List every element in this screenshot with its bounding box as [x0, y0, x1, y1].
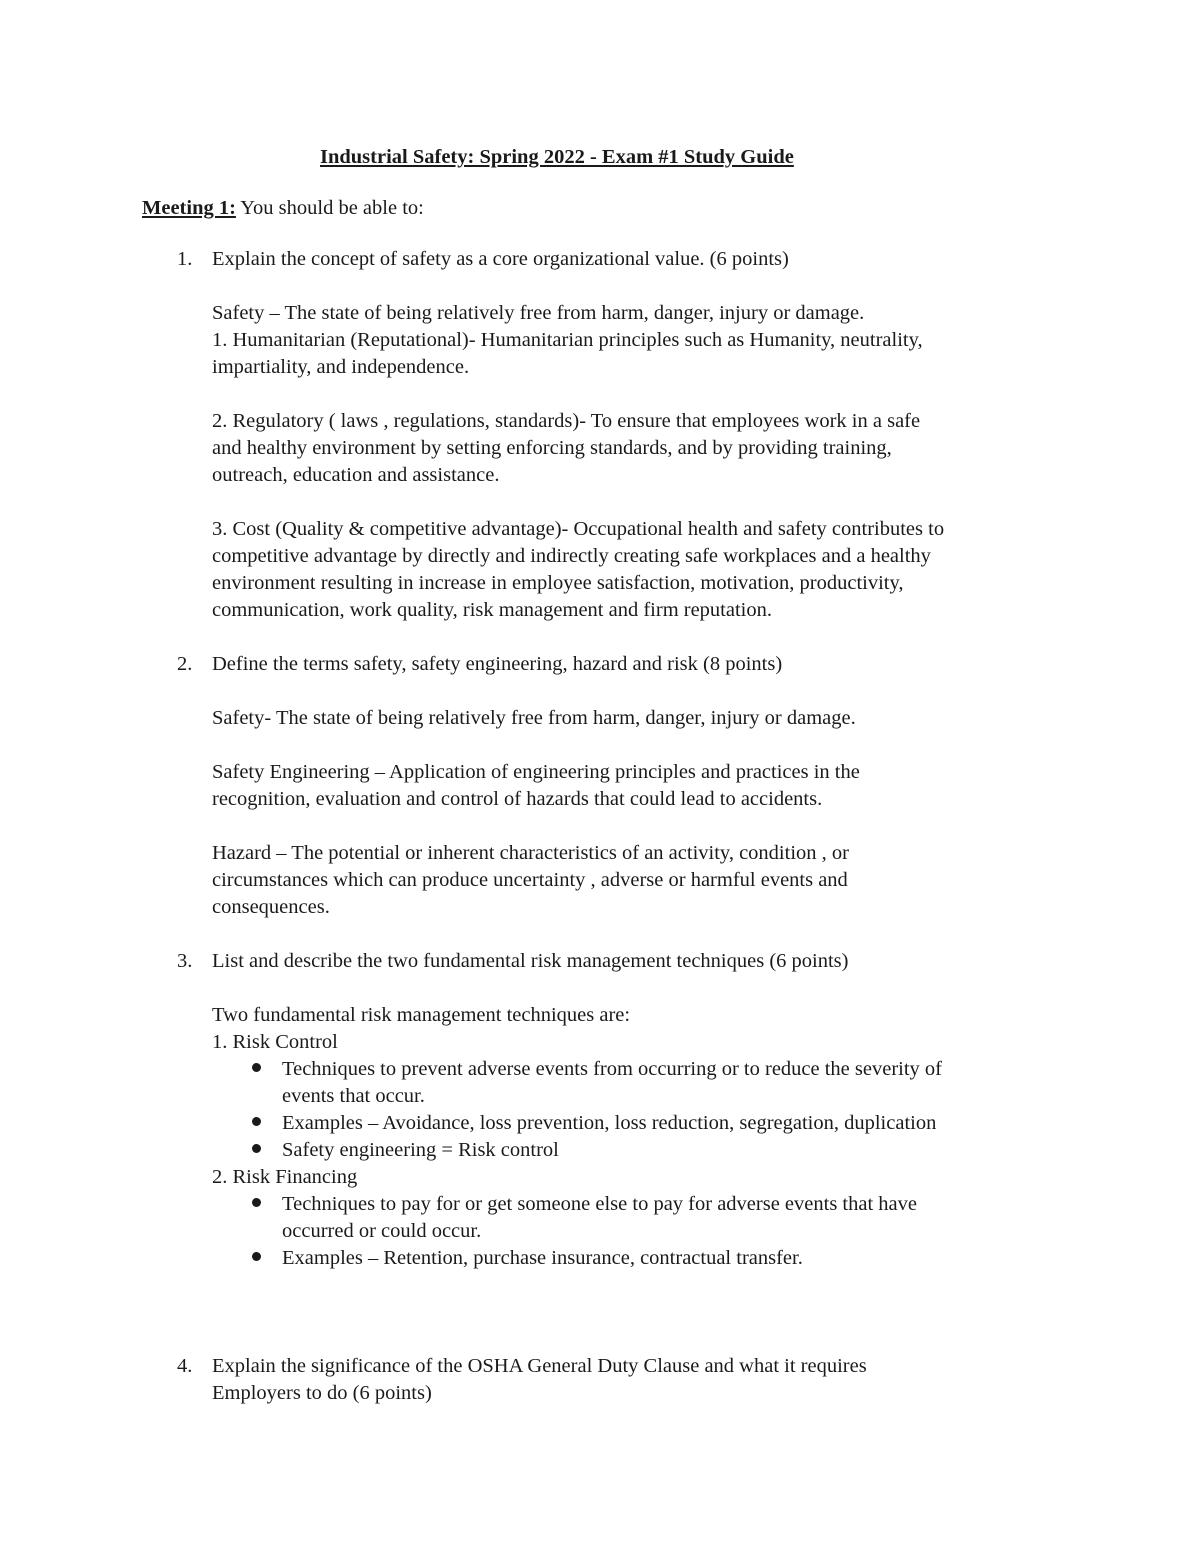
bullet-icon — [252, 1063, 261, 1072]
question-4-number: 4. — [177, 1355, 193, 1377]
q1-point-1-line-1: 1. Humanitarian (Reputational)- Humanitarian principles such as Humanity, neutrality, — [212, 329, 923, 351]
q1-point-3-line-1: 3. Cost (Quality & competitive advantage)- Occupational health and safety contributes to — [212, 518, 945, 540]
q2-hazard-line-1: Hazard – The potential or inherent characteristics of an activity, condition , or — [212, 842, 849, 864]
q3-rf-bullet-1-line-1: Techniques to pay for or get someone else to pay for adverse events that have — [282, 1193, 917, 1215]
meeting-intro: You should be able to: — [235, 197, 424, 219]
bullet-icon — [252, 1252, 261, 1261]
q3-rc-bullet-2: Examples – Avoidance, loss prevention, loss reduction, segregation, duplication — [282, 1112, 937, 1134]
bullet-icon — [252, 1198, 261, 1207]
question-4-prompt-line-1: Explain the significance of the OSHA General Duty Clause and what it requires — [212, 1355, 867, 1377]
q3-rc-bullet-1-line-1: Techniques to prevent adverse events from occurring or to reduce the severity of — [282, 1058, 943, 1080]
q3-rc-bullet-1-line-2: events that occur. — [282, 1085, 425, 1107]
q2-hazard-line-2: circumstances which can produce uncertainty , adverse or harmful events and — [212, 869, 848, 891]
q3-rf-bullet-2: Examples – Retention, purchase insurance, contractual transfer. — [282, 1247, 803, 1269]
meeting-label: Meeting 1: — [142, 197, 236, 219]
question-3-prompt: List and describe the two fundamental risk management techniques (6 points) — [212, 950, 849, 972]
question-3-number: 3. — [177, 950, 193, 972]
q2-safety-engineering-line-2: recognition, evaluation and control of hazards that could lead to accidents. — [212, 788, 823, 810]
q1-safety-definition: Safety – The state of being relatively free from harm, danger, injury or damage. — [212, 302, 865, 324]
q2-hazard-line-3: consequences. — [212, 896, 330, 918]
q3-rc-bullet-3: Safety engineering = Risk control — [282, 1139, 559, 1161]
q3-rf-bullet-1-line-2: occurred or could occur. — [282, 1220, 482, 1242]
question-1-prompt: Explain the concept of safety as a core organizational value. (6 points) — [212, 248, 789, 270]
q1-point-1-line-2: impartiality, and independence. — [212, 356, 470, 378]
q2-safety-definition: Safety- The state of being relatively free from harm, danger, injury or damage. — [212, 707, 856, 729]
q1-point-3-line-4: communication, work quality, risk management and firm reputation. — [212, 599, 772, 621]
question-2-number: 2. — [177, 653, 193, 675]
q1-point-2-line-3: outreach, education and assistance. — [212, 464, 500, 486]
question-1-number: 1. — [177, 248, 193, 270]
q1-point-3-line-3: environment resulting in increase in employee satisfaction, motivation, productivity, — [212, 572, 904, 594]
bullet-icon — [252, 1144, 261, 1153]
q1-point-2-line-1: 2. Regulatory ( laws , regulations, standards)- To ensure that employees work in a safe — [212, 410, 921, 432]
page-title: Industrial Safety: Spring 2022 - Exam #1 Study Guide — [320, 146, 794, 168]
q3-risk-financing-heading: 2. Risk Financing — [212, 1166, 358, 1188]
question-4-prompt-line-2: Employers to do (6 points) — [212, 1382, 432, 1404]
q1-point-3-line-2: competitive advantage by directly and indirectly creating safe workplaces and a healthy — [212, 545, 931, 567]
q1-point-2-line-2: and healthy environment by setting enforcing standards, and by providing training, — [212, 437, 892, 459]
meeting-heading — [142, 198, 424, 219]
bullet-icon — [252, 1117, 261, 1126]
question-2-prompt: Define the terms safety, safety engineering, hazard and risk (8 points) — [212, 653, 783, 675]
q2-safety-engineering-line-1: Safety Engineering – Application of engineering principles and practices in the — [212, 761, 860, 783]
q3-risk-control-heading: 1. Risk Control — [212, 1031, 338, 1053]
q3-intro: Two fundamental risk management techniques are: — [212, 1004, 631, 1026]
